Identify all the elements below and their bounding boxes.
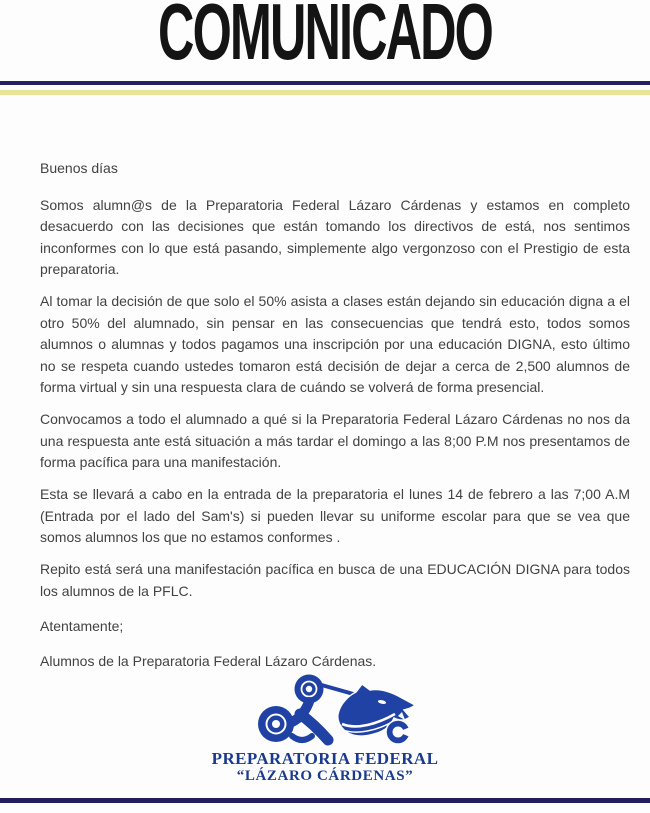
closing-text: Atentamente; (40, 618, 124, 634)
school-crest-panther-icon (252, 672, 422, 750)
paragraph-details: Esta se llevará a cabo en la entrada de la preparatoria el lunes 14 de febrero a las 7;00 A.M (Entrada por el lado del Sam's) si pueden llevar su uniforme escolar para que se vea que somos alumnos los que no estamos conformes . (40, 486, 630, 545)
paragraph-intro: Somos alumn@s de la Preparatoria Federal Lázaro Cárdenas y estamos en completo desacuerdo con las decisiones que están tomando los directivos de está, nos sentimos inconformes con lo que está pasando, simplemente algo vergonzoso con el Prestigio de esta preparatoria. (40, 196, 630, 277)
letter-body (40, 158, 630, 672)
paragraph-decision: Al tomar la decisión de que solo el 50% asista a clases están dejando sin educación digna a el otro 50% del alumnado, sin pensar en las consecuencias que tendrá esto, todos somos alumnos o alumnas y todos pagamos una inscripción por una educación DIGNA, esto último no se respeta cuando ustedes tomaron está decisión de dejar a cerca de 2,500 alumnos de forma virtual y sin una respuesta clara de cuándo se volverá de forma presencial. (40, 293, 630, 395)
paragraph-convocation: Convocamos a todo el alumnado a qué si la Preparatoria Federal Lázaro Cárdenas no nos da una respuesta ante está situación a más tardar el domingo a las 8;00 P.M nos presentamos de forma pacífica para una manifestación. (40, 411, 630, 470)
paragraph-repeat: Repito está será una manifestación pacífica en busca de una EDUCACIÓN DIGNA para todos los alumnos de la PFLC. (40, 561, 630, 599)
document-title: COMUNICADO (158, 0, 492, 76)
bottom-navy-rule (0, 798, 650, 803)
top-yellow-rule (0, 90, 650, 95)
greeting-text: Buenos días (40, 160, 118, 176)
school-name-text: PREPARATORIA FEDERAL (211, 749, 439, 768)
signature-text: Alumnos de la Preparatoria Federal Lázaro Cárdenas. (40, 652, 377, 669)
school-subname-text: “LÁZARO CÁRDENAS” (236, 768, 414, 784)
top-navy-rule (0, 81, 650, 85)
